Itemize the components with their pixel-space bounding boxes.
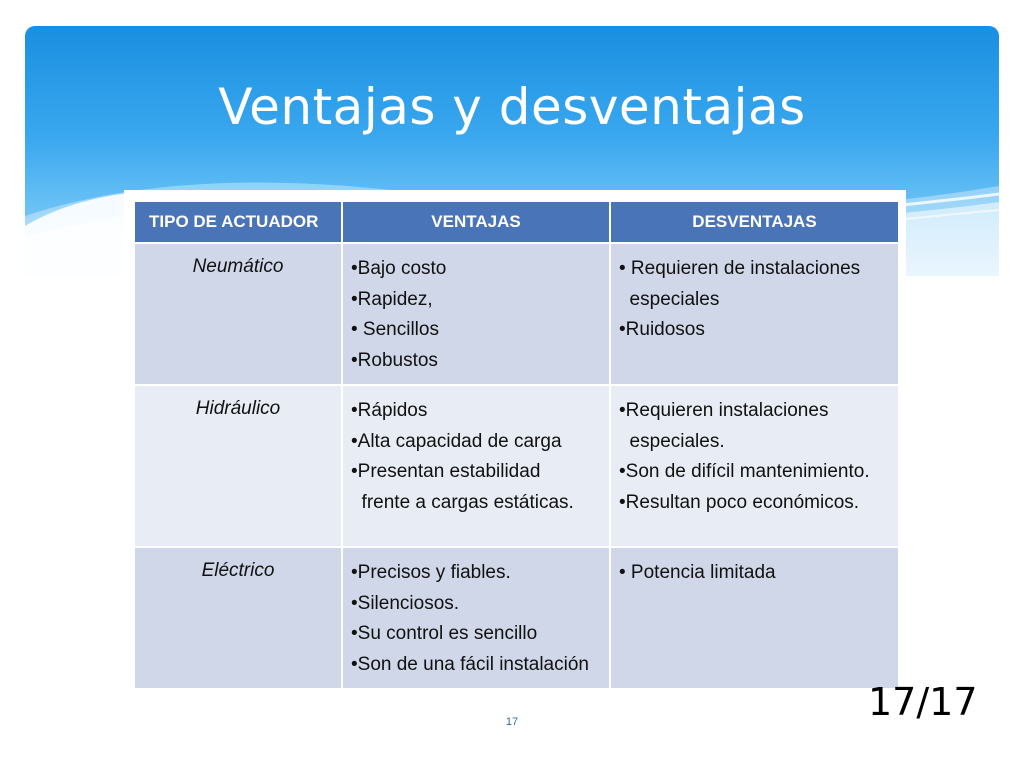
- ventajas-cell: [342, 385, 610, 547]
- page-counter: 17/17: [868, 680, 978, 724]
- desventajas-cell: [610, 547, 898, 688]
- desventajas-cell: [610, 385, 898, 547]
- desventaja-item: • Requieren de instalaciones: [619, 258, 861, 279]
- actuator-type-cell: Eléctrico: [135, 547, 342, 688]
- table-row: [135, 547, 898, 688]
- table-row: [135, 385, 898, 547]
- ventaja-item: •Su control es sencillo: [351, 623, 538, 644]
- ventaja-item: •Silenciosos.: [351, 592, 460, 614]
- ventaja-item: frente a cargas estáticas.: [351, 491, 574, 513]
- ventaja-item: •Presentan estabilidad: [351, 461, 541, 482]
- ventaja-item: •Rápidos: [351, 400, 428, 421]
- slide-number: 17: [505, 716, 519, 728]
- ventajas-cell: [342, 547, 610, 688]
- ventajas-cell: [342, 243, 610, 385]
- desventaja-item: especiales.: [619, 430, 725, 452]
- desventaja-item: •Resultan poco económicos.: [619, 491, 860, 513]
- actuator-type-cell: Hidráulico: [135, 385, 342, 547]
- slide-title: Ventajas y desventajas: [218, 78, 806, 136]
- desventajas-cell: [610, 243, 898, 385]
- comparison-table: [135, 202, 898, 688]
- ventaja-item: •Precisos y fiables.: [351, 562, 511, 583]
- desventaja-item: •Ruidosos: [619, 319, 705, 340]
- ventaja-item: •Bajo costo: [351, 258, 447, 279]
- desventaja-item: •Requieren instalaciones: [619, 400, 829, 421]
- column-header-ventajas: VENTAJAS: [342, 202, 610, 243]
- table-row: [135, 243, 898, 385]
- ventaja-item: •Son de una fácil instalación: [351, 653, 589, 675]
- actuator-type-cell: Neumático: [135, 243, 342, 385]
- column-header-desventajas: DESVENTAJAS: [610, 202, 898, 243]
- ventaja-item: •Alta capacidad de carga: [351, 430, 562, 452]
- column-header-type: TIPO DE ACTUADOR: [135, 202, 342, 243]
- ventaja-item: • Sencillos: [351, 319, 439, 340]
- table-header-row: [135, 202, 898, 243]
- ventaja-item: •Rapidez,: [351, 288, 433, 310]
- ventaja-item: •Robustos: [351, 349, 438, 371]
- desventaja-item: especiales: [619, 288, 720, 310]
- desventaja-item: • Potencia limitada: [619, 562, 776, 583]
- desventaja-item: •Son de difícil mantenimiento.: [619, 461, 870, 482]
